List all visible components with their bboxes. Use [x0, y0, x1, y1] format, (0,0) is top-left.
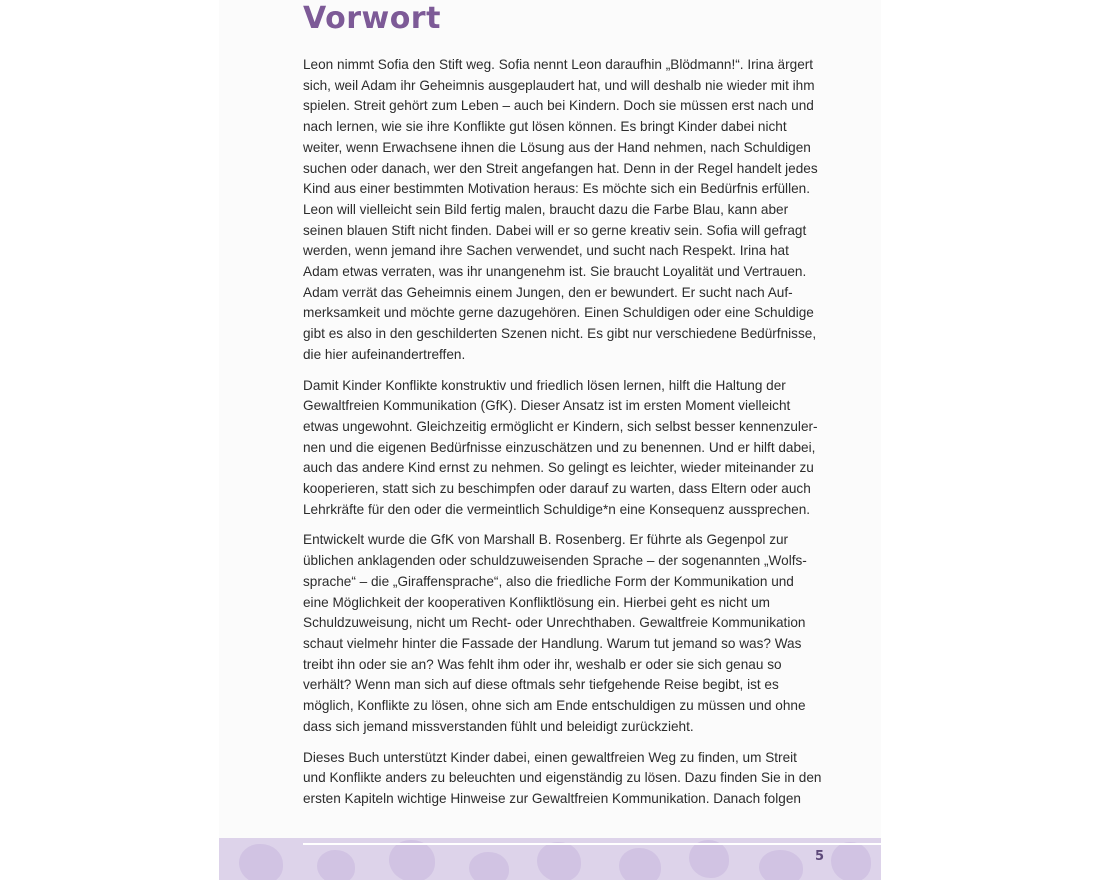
text-line: gibt es also in den geschilderten Szenen nicht. Es gibt nur verschiedene Bedürfnisse,: [303, 326, 817, 342]
footer-decoration-blob: [317, 850, 355, 880]
paragraph: [303, 55, 825, 366]
text-line: nach lernen, wie sie ihre Konflikte gut lösen können. Es bringt Kinder dabei nicht: [303, 119, 787, 135]
text-line: Lehrkräfte für den oder die vermeintlich Schuldige*n eine Konsequenz aussprechen.: [303, 501, 811, 517]
footer-decoration-blob: [759, 850, 803, 880]
footer-decoration-blob: [619, 848, 661, 880]
text-line: Damit Kinder Konflikte konstruktiv und friedlich lösen lernen, hilft die Haltung der: [303, 377, 786, 393]
text-line: und Konflikte anders zu beleuchten und eigenständig zu lösen. Dazu finden Sie in den: [303, 770, 822, 786]
text-line: die hier aufeinandertreffen.: [303, 346, 466, 362]
text-line: sich, weil Adam ihr Geheimnis ausgeplaudert hat, und will deshalb nie wieder mit ihm: [303, 77, 815, 93]
text-line: werden, wenn jemand ihre Sachen verwendet, und sucht nach Respekt. Irina hat: [303, 243, 789, 259]
text-line: Kind aus einer bestimmten Motivation heraus: Es möchte sich ein Bedürfnis erfüllen.: [303, 181, 810, 197]
footer-decoration-blob: [389, 840, 435, 880]
text-line: eine Möglichkeit der kooperativen Konfliktlösung ein. Hierbei geht es nicht um: [303, 594, 770, 610]
text-line: Dieses Buch unterstützt Kinder dabei, einen gewaltfreien Weg zu finden, um Streit: [303, 749, 797, 765]
text-line: etwas ungewohnt. Gleichzeitig ermöglicht er Kindern, sich selbst besser kennenzuler-: [303, 418, 818, 434]
text-line: möglich, Konflikte zu lösen, ohne sich am Ende entschuldigen zu müssen und ohne: [303, 698, 806, 714]
page-number: 5: [815, 849, 825, 864]
text-line: Adam etwas verraten, was ihr unangenehm ist. Sie braucht Loyalität und Vertrauen.: [303, 264, 807, 280]
book-page: [219, 0, 881, 880]
text-line: verhält? Wenn man sich auf diese oftmals sehr tiefgehende Reise begibt, ist es: [303, 677, 779, 693]
text-line: Leon will vielleicht sein Bild fertig malen, braucht dazu die Farbe Blau, kann aber: [303, 201, 789, 217]
footer-rule: [303, 843, 881, 845]
paragraph: [303, 748, 825, 810]
footer-decoration-blob: [469, 852, 509, 880]
text-line: sprache“ – die „Giraffensprache“, also die friedliche Form der Kommunikation und: [303, 573, 794, 589]
text-line: Entwickelt wurde die GfK von Marshall B. Rosenberg. Er führte als Gegenpol zur: [303, 532, 789, 548]
text-line: suchen oder danach, wer den Streit angefangen hat. Denn in der Regel handelt jedes: [303, 160, 818, 176]
footer-decoration-blob: [537, 842, 581, 880]
text-line: seinen blauen Stift nicht finden. Dabei will er so gerne kreativ sein. Sofia will gefragt: [303, 222, 807, 238]
text-line: auch das andere Kind ernst zu nehmen. So gelingt es leichter, wieder miteinander zu: [303, 460, 814, 476]
text-line: schaut vielmehr hinter die Fassade der Handlung. Warum tut jemand so was? Was: [303, 635, 802, 651]
text-line: dass sich jemand missverstanden fühlt und beleidigt zurückzieht.: [303, 718, 694, 734]
footer-decoration-blob: [689, 840, 729, 878]
page-heading: Vorwort: [303, 1, 441, 36]
paragraph: [303, 376, 825, 521]
footer-decoration-blob: [831, 842, 871, 880]
text-line: spielen. Streit gehört zum Leben – auch bei Kindern. Doch sie müssen erst nach und: [303, 98, 814, 114]
text-line: weiter, wenn Erwachsene ihnen die Lösung aus der Hand nehmen, nach Schuldigen: [303, 139, 811, 155]
text-line: Adam verrät das Geheimnis einem Jungen, den er bewundert. Er sucht nach Auf-: [303, 284, 793, 300]
text-line: nen und die eigenen Bedürfnisse einzuschätzen und zu benennen. Und er hilft dabei,: [303, 439, 816, 455]
footer-decoration-blob: [239, 844, 283, 880]
text-line: üblichen anklagenden oder schuldzuweisenden Sprache – der sogenannten „Wolfs-: [303, 553, 807, 569]
paragraph: [303, 530, 825, 737]
page-footer: [219, 838, 881, 880]
text-line: Gewaltfreien Kommunikation (GfK). Dieser Ansatz ist im ersten Moment vielleicht: [303, 398, 791, 414]
body-text: [303, 55, 825, 820]
text-line: ersten Kapiteln wichtige Hinweise zur Gewaltfreien Kommunikation. Danach folgen: [303, 790, 801, 806]
text-line: merksamkeit und möchte gerne dazugehören. Einen Schuldigen oder eine Schuldige: [303, 305, 814, 321]
text-line: Schuldzuweisung, nicht um Recht- oder Unrechthaben. Gewaltfreie Kommunikation: [303, 615, 806, 631]
text-line: treibt ihn oder sie an? Was fehlt ihm oder ihr, weshalb er oder sie sich genau so: [303, 656, 782, 672]
text-line: Leon nimmt Sofia den Stift weg. Sofia nennt Leon daraufhin „Blödmann!“. Irina ärgert: [303, 57, 814, 72]
text-line: kooperieren, statt sich zu beschimpfen oder darauf zu warten, dass Eltern oder auch: [303, 481, 811, 497]
